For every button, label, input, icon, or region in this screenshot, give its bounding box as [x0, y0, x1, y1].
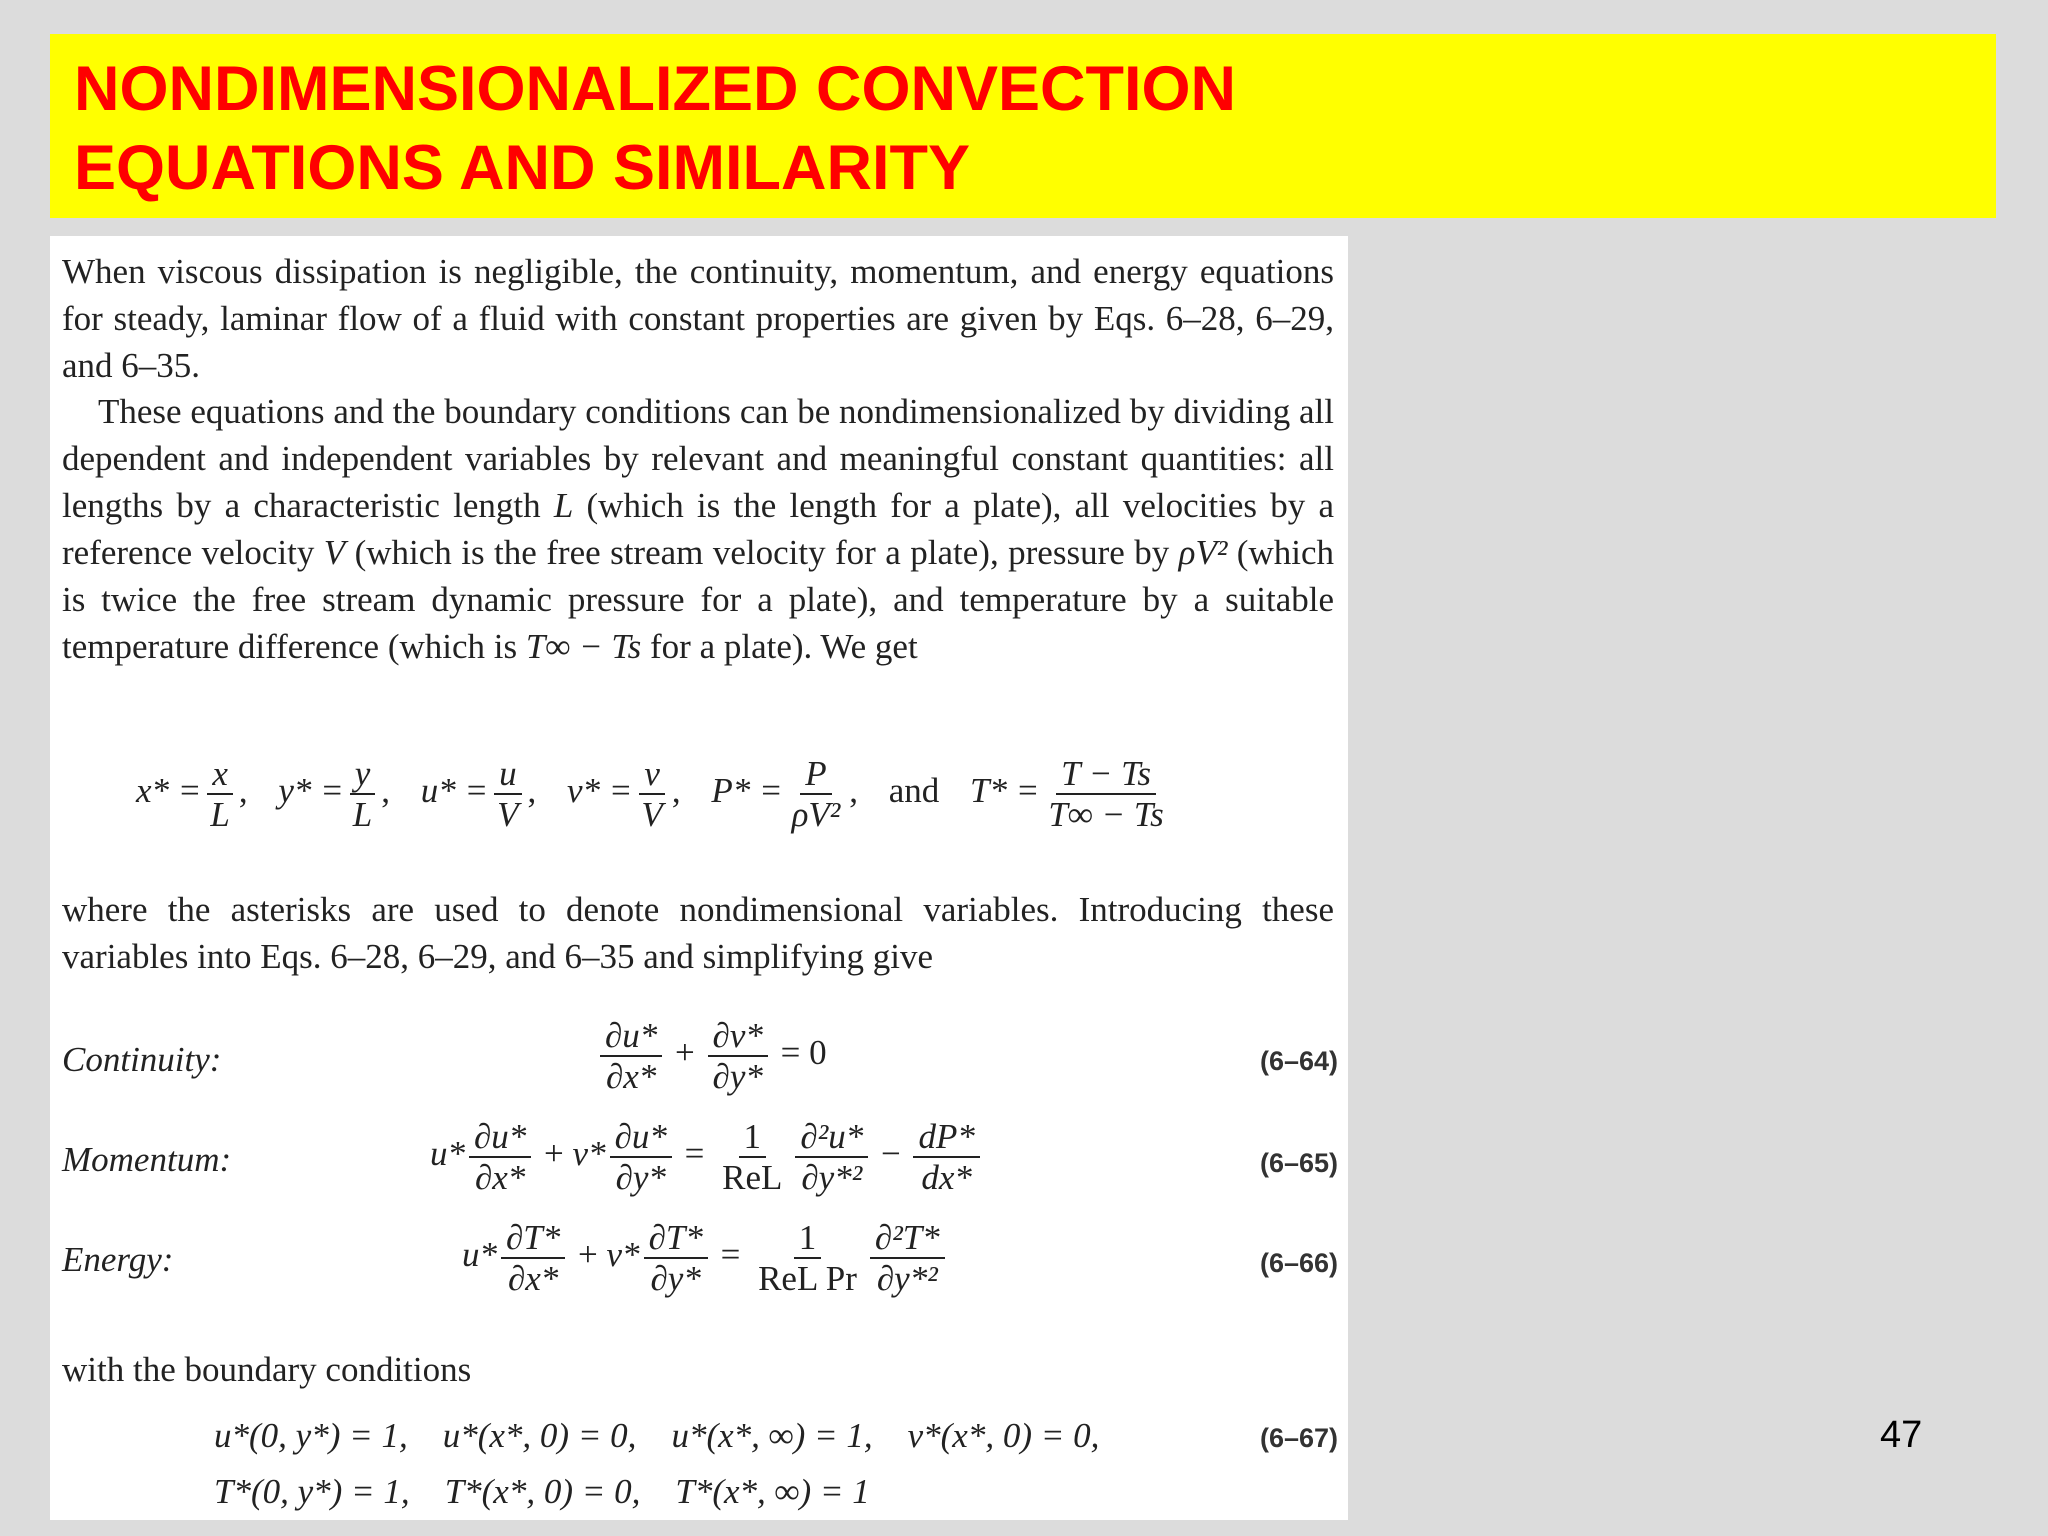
page-number: 47 — [1880, 1414, 1923, 1456]
v-star-fraction: $\frac{v}{V}$ — [636, 754, 667, 834]
para2-text-a: These equations and the boundary conditions can be nondimensionalized by dividing all dependent and independent variables by relevant and meaningful constant quantities: all lengths by a characteristic length — [62, 392, 1334, 525]
v-star-lhs: v* = — [567, 771, 633, 811]
y-star-fraction: $\frac{y}{L}$ — [348, 754, 377, 834]
energy-equation: u* $\frac{\partial T*}{\partial x*}$ + v* $\frac{\partial T*}{\partial y*}$ = $\frac{1}{\text{ReL Pr}}$ $\frac{\text{∂²T*}}{\text{∂y*²}}$ — [462, 1218, 949, 1298]
asterisk-explanation-paragraph: where the asterisks are used to denote nondimensional variables. Introducing these variables into Eqs. 6–28, 6–29, and 6–35 and simplifying give — [62, 890, 1334, 976]
y-star-lhs: y* = — [278, 771, 344, 811]
length-symbol: L — [553, 486, 574, 525]
temperature-difference-symbol: T∞ − Ts — [525, 627, 642, 666]
x-star-lhs: x* = — [136, 771, 202, 811]
intro-paragraph: When viscous dissipation is negligible, the continuity, momentum, and energy equations for steady, laminar flow of a fluid with constant properties are given by Eqs. 6–28, 6–29, and 6–35. — [62, 252, 1334, 385]
dimensionless-variable-definitions: x* = $\frac{x}{L}$ , y* = $\frac{y}{L}$ , u* = $\frac{u}{V}$ , v* = $\frac{v}{V}$ , P* = $\frac{P}{\text{ρV²}}$ , and T* = $\frac{T - Ts}{T\infty - Ts}$ — [136, 754, 1316, 834]
para2-text-e: for a plate). We get — [641, 627, 918, 666]
and-word: and — [888, 771, 940, 811]
continuity-equation: $\frac{\partial u*}{\partial x*}$ + $\frac{\partial v*}{\partial y*}$ = 0 — [596, 1016, 827, 1096]
textbook-excerpt — [50, 236, 1348, 1520]
energy-label: Energy: — [62, 1240, 174, 1279]
dynamic-pressure-symbol: ρV² — [1178, 533, 1228, 572]
t-star-lhs: T* = — [970, 771, 1040, 811]
boundary-conditions-intro: with the boundary conditions — [62, 1350, 472, 1389]
p-star-lhs: P* = — [711, 771, 783, 811]
slide-title-line-2: EQUATIONS AND SIMILARITY — [74, 133, 970, 203]
momentum-equation: u* $\frac{\partial u*}{\partial x*}$ + v* $\frac{\partial u*}{\partial y*}$ = $\frac{1}{\text{ReL}}$ $\frac{\text{∂²u*}}{\text{∂y*²}}$ − $\frac{dP*}{dx*}$ — [430, 1117, 984, 1197]
momentum-label: Momentum: — [62, 1140, 232, 1179]
equation-number-6-64: (6–64) — [1259, 1046, 1338, 1076]
nondimensionalization-paragraph — [62, 388, 1334, 670]
para2-text-b: (which is the length for a plate), all velocities by a reference velocity — [62, 486, 1334, 572]
title-bar — [50, 34, 1996, 218]
u-star-fraction: $\frac{u}{V}$ — [492, 754, 523, 834]
equation-number-6-65: (6–65) — [1259, 1148, 1338, 1178]
para2-text-d: (which is twice the free stream dynamic pressure for a plate), and temperature by a suitable temperature difference (which is — [62, 533, 1334, 666]
x-star-fraction: $\frac{x}{L}$ — [205, 754, 234, 834]
continuity-label: Continuity: — [62, 1040, 222, 1079]
para2-text-c: (which is the free stream velocity for a plate), pressure by — [345, 533, 1179, 572]
u-star-lhs: u* = — [420, 771, 489, 811]
equation-number-6-66: (6–66) — [1259, 1248, 1338, 1278]
equation-number-6-67: (6–67) — [1259, 1423, 1338, 1453]
p-star-fraction: $\frac{P}{\text{ρV²}}$ — [791, 754, 841, 835]
boundary-conditions-line-2: T*(0, y*) = 1, T*(x*, 0) = 0, T*(x*, ∞) = 1 — [214, 1472, 870, 1511]
boundary-conditions-line-1: u*(0, y*) = 1, u*(x*, 0) = 0, u*(x*, ∞) = 1, v*(x*, 0) = 0, — [214, 1416, 1100, 1455]
slide-title-line-1: NONDIMENSIONALIZED CONVECTION — [74, 54, 1237, 124]
t-star-fraction: $\frac{T - Ts}{T\infty - Ts}$ — [1048, 754, 1164, 835]
velocity-symbol: V — [323, 533, 346, 572]
